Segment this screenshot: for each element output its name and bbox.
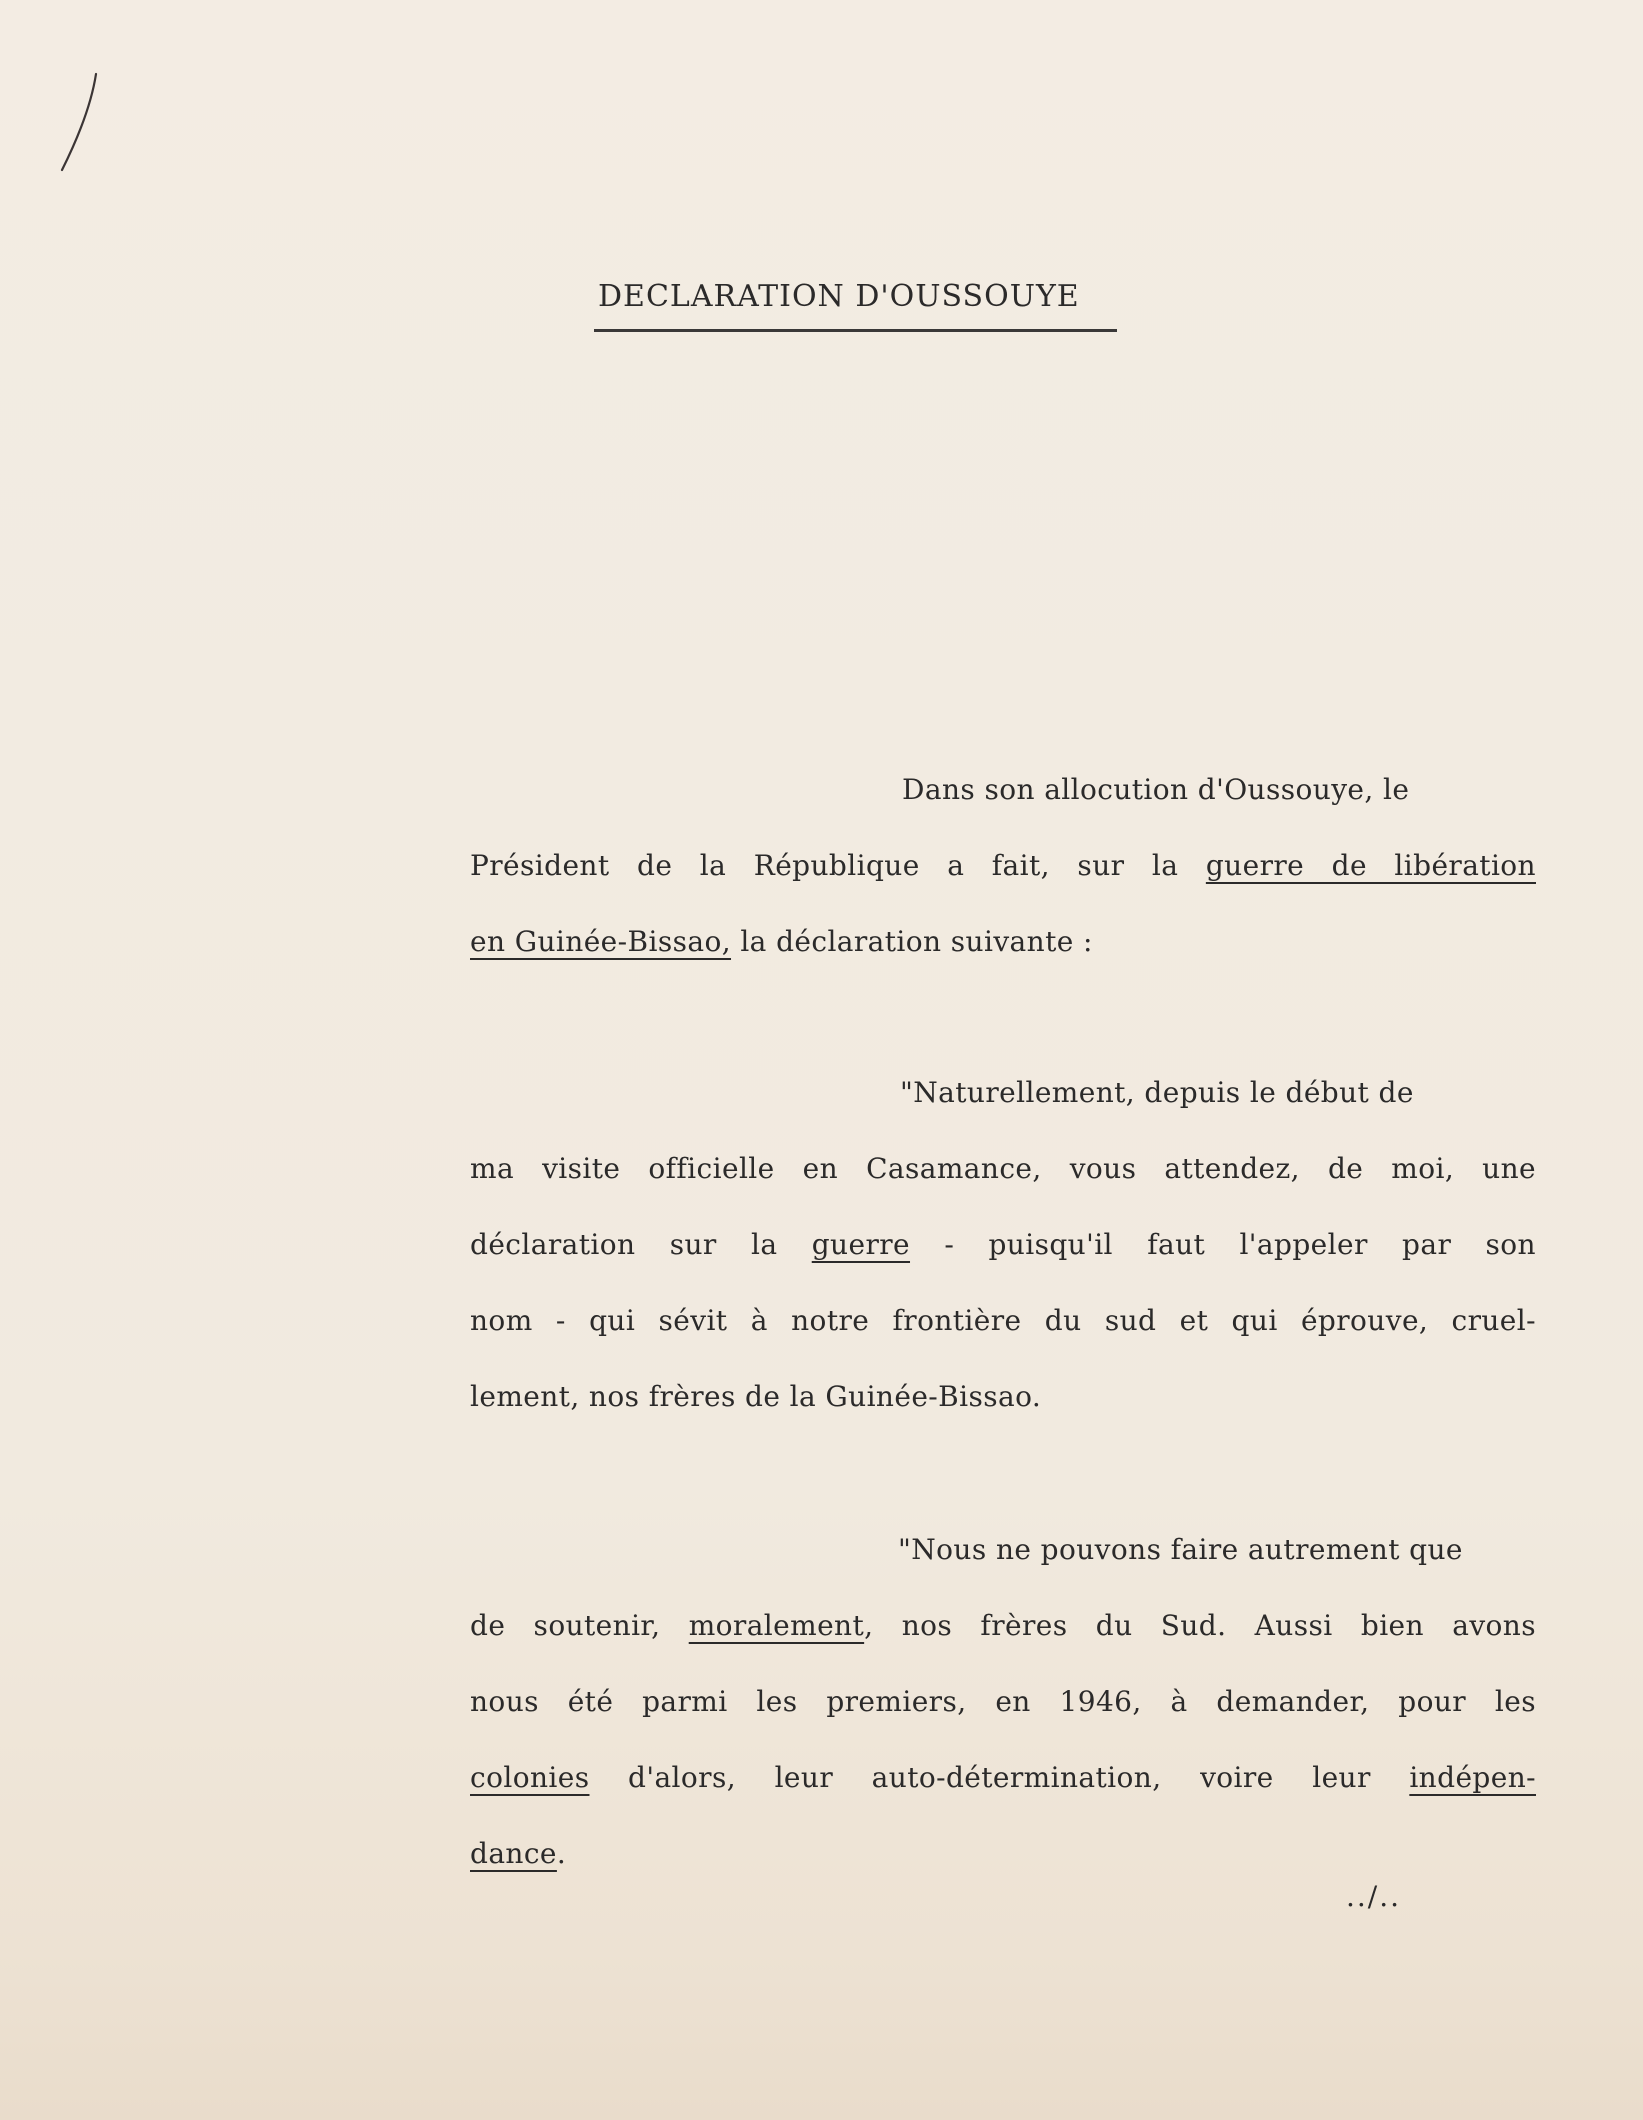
paragraph-intro bbox=[470, 752, 1536, 980]
underlined-text: colonies bbox=[470, 1761, 590, 1794]
text-run: , nos frères du Sud. Aussi bien avons bbox=[864, 1609, 1537, 1642]
underlined-text: guerre de libération bbox=[1205, 849, 1536, 882]
text-line bbox=[470, 1588, 1536, 1664]
text-run: nom - qui sévit à notre frontière du sud et qui éprouve, cruel- bbox=[470, 1304, 1536, 1337]
text-run: déclaration sur la bbox=[470, 1228, 812, 1261]
handwritten-slash-mark bbox=[52, 70, 112, 175]
text-run: "Nous ne pouvons faire autrement que bbox=[898, 1533, 1463, 1566]
text-line bbox=[470, 904, 1536, 980]
text-line bbox=[470, 1283, 1536, 1359]
document-title: DECLARATION D'OUSSOUYE bbox=[598, 279, 1080, 314]
text-run: d'alors, leur auto-détermination, voire leur bbox=[589, 1761, 1410, 1794]
text-line bbox=[470, 1740, 1536, 1816]
underlined-text: moralement bbox=[688, 1609, 865, 1642]
paragraph-quote-2 bbox=[470, 1512, 1536, 1892]
title-underline bbox=[594, 329, 1117, 332]
text-line bbox=[470, 1664, 1536, 1740]
underlined-text: dance bbox=[470, 1837, 557, 1870]
continuation-mark: ../.. bbox=[1346, 1880, 1402, 1913]
text-run: nous été parmi les premiers, en 1946, à demander, pour les bbox=[470, 1685, 1536, 1718]
text-run: ma visite officielle en Casamance, vous attendez, de moi, une bbox=[470, 1152, 1536, 1185]
text-line bbox=[470, 752, 1536, 828]
underlined-text: indépen- bbox=[1409, 1761, 1536, 1794]
text-run: la déclaration suivante : bbox=[731, 925, 1093, 958]
text-run: Président de la République a fait, sur la bbox=[470, 849, 1206, 882]
underlined-text: en Guinée-Bissao, bbox=[470, 925, 732, 958]
text-run: "Naturellement, depuis le début de bbox=[900, 1076, 1414, 1109]
text-run: lement, nos frères de la Guinée-Bissao. bbox=[470, 1380, 1042, 1413]
text-line bbox=[470, 1131, 1536, 1207]
paragraph-quote-1 bbox=[470, 1055, 1536, 1435]
text-run: Dans son allocution d'Oussouye, le bbox=[902, 773, 1410, 806]
text-run: . bbox=[556, 1837, 567, 1870]
text-line bbox=[470, 828, 1536, 904]
text-run: - puisqu'il faut l'appeler par son bbox=[910, 1228, 1536, 1261]
text-line bbox=[470, 1207, 1536, 1283]
text-line bbox=[470, 1055, 1536, 1131]
text-line bbox=[470, 1359, 1536, 1435]
text-run: de soutenir, bbox=[470, 1609, 689, 1642]
underlined-text: guerre bbox=[811, 1228, 911, 1261]
text-line bbox=[470, 1512, 1536, 1588]
